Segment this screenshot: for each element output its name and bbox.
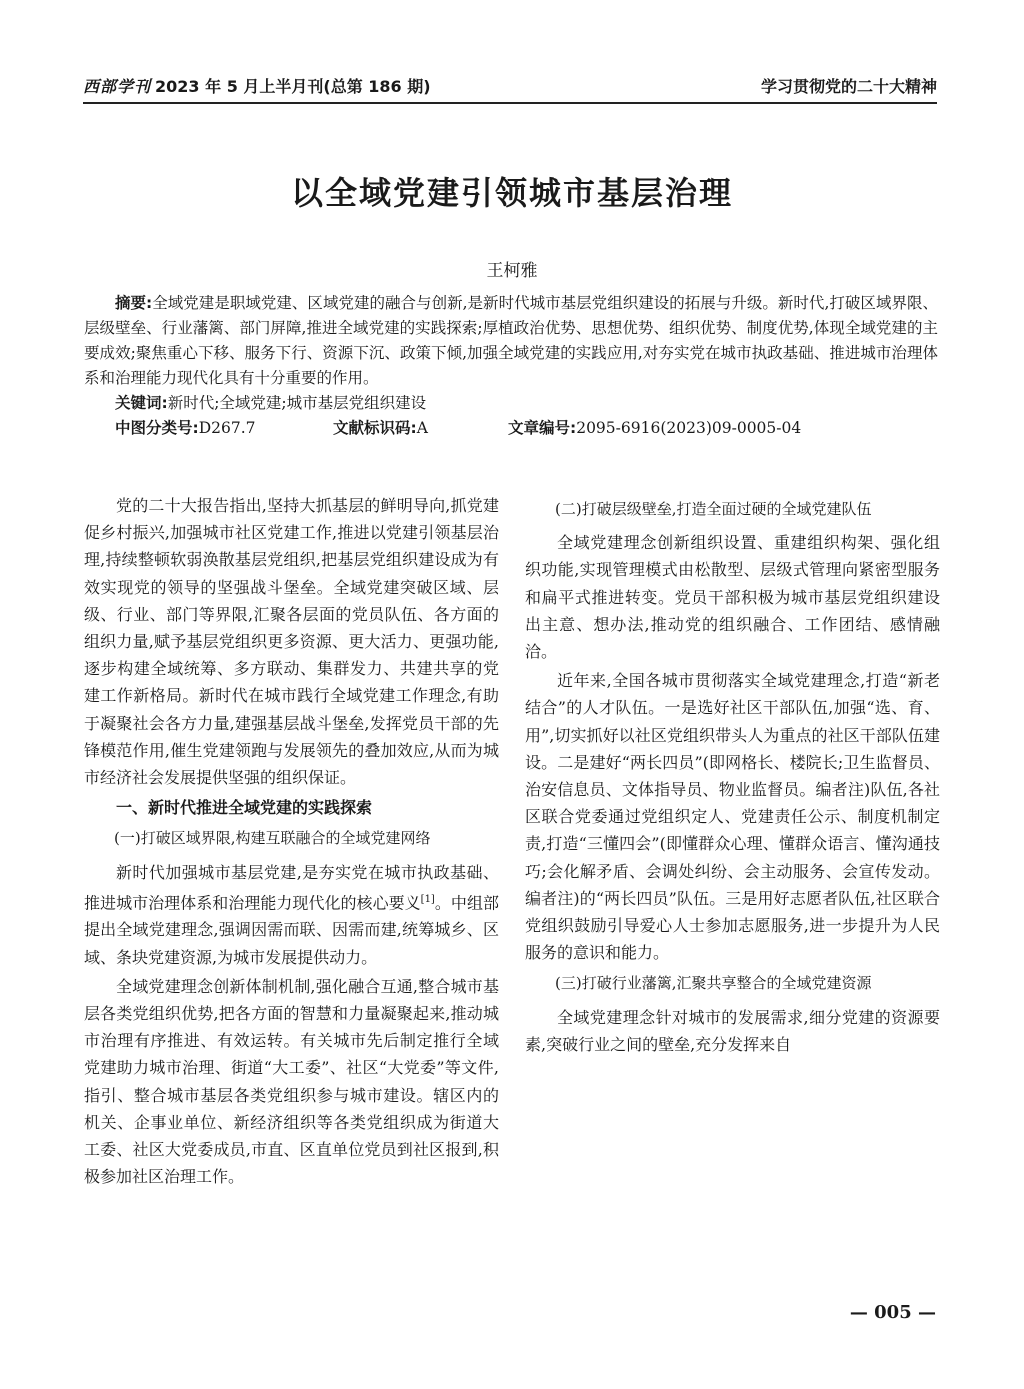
reference-mark: [1] [420, 893, 435, 905]
header-journal-issue [83, 74, 431, 97]
paragraph-text: 新时代加强城市基层党建,是夯实党在城市执政基础、推进城市治理体系和治理能力现代化的核心要义 [84, 862, 499, 913]
paragraph: 近年来,全国各城市贯彻落实全域党建理念,打造“新老结合”的人才队伍。一是选好社区干部队伍,加强“选、育、用”,切实抓好以社区党组织带头人为重点的社区干部队伍建设。二是建好“两长四员”(即网格长、楼院长;卫生监督员、治安信息员、文体指导员、物业监督员。编者注)队伍,各社区联合党委通过党组织定人、党建责任公示、制度机制定责,打造“三懂四会”(即懂群众心理、懂群众语言、懂沟通技巧;会化解矛盾、会调处纠纷、会主动服务、会宣传发动。编者注)的“两长四员”队伍。三是用好志愿者队伍,社区联合党组织鼓励引导爱心人士参加志愿服务,进一步提升为人民服务的意识和能力。 [525, 671, 940, 963]
clc-code [115, 416, 333, 441]
page-number: — 005 — [849, 1302, 936, 1323]
doc-code [333, 416, 508, 441]
doc-label: 文献标识码: [333, 419, 417, 437]
journal-logo: 西部学刊 [83, 77, 152, 96]
abstract [84, 291, 938, 391]
paragraph: 全域党建理念创新组织设置、重建组织构架、强化组织功能,实现管理模式由松散型、层级式管理向紧密型服务和扁平式推进转变。党员干部积极为城市基层党组织建设出主意、想办法,推动党的组织融合、工作团结、感情融洽。 [525, 533, 940, 662]
paragraph: 全域党建理念针对城市的发展需求,细分党建的资源要素,突破行业之间的壁垒,充分发挥来自 [525, 1007, 940, 1054]
abstract-text: 全域党建是职域党建、区域党建的融合与创新,是新时代城市基层党组织建设的拓展与升级。新时代,打破区域界限、层级壁垒、行业藩篱、部门屏障,推进全域党建的实践探索;厚植政治优势、思想优势、组织优势、制度优势,体现全域党建的主要成效;聚焦重心下移、服务下行、资源下沉、政策下倾,加强全域党建的实践应用,对夯实党在城市执政基础、推进城市治理体系和治理能力现代化具有十分重要的作用。 [84, 294, 938, 387]
author-name: 王柯雅 [486, 261, 538, 281]
clc-value: D267.7 [198, 419, 256, 437]
abstract-label: 摘要: [115, 294, 153, 312]
body-columns [84, 492, 940, 1192]
doc-value: A [416, 419, 428, 437]
right-column [525, 492, 940, 1192]
section-heading: 一、新时代推进全域党建的实践探索 [116, 798, 373, 818]
issue-info: 2023 年 5 月上半月刊(总第 186 期) [155, 77, 431, 96]
article-number [508, 416, 801, 441]
paragraph [84, 859, 499, 971]
left-column [84, 492, 499, 1192]
paragraph: 党的二十大报告指出,坚持大抓基层的鲜明导向,抓党建促乡村振兴,加强城市社区党建工作,推进以党建引领基层治理,持续整顿软弱涣散基层党组织,把基层党组织建设成为有效实现党的领导的坚强战斗堡垒。全域党建突破区域、层级、行业、部门等界限,汇聚各层面的党员队伍、各方面的组织力量,赋予基层党组织更多资源、更大活力、更强功能,逐步构建全域统筹、多方联动、集群发力、共建共享的党建工作新格局。新时代在城市践行全域党建工作理念,有助于凝聚社会各方力量,建强基层战斗堡垒,发挥党员干部的先锋模范作用,催生党建领跑与发展领先的叠加效应,从而为城市经济社会发展提供坚强的组织保证。 [84, 496, 499, 788]
paragraph: 全域党建理念创新体制机制,强化融合互通,整合城市基层各类党组织优势,把各方面的智慧和力量凝聚起来,推动城市治理有序推进、有效运转。有关城市先后制定推行全域党建助力城市治理、街道“大工委”、社区“大党委”等文件,指引、整合城市基层各类党组织参与城市建设。辖区内的机关、企事业单位、新经济组织等各类党组织成为街道大工委、社区大党委成员,市直、区直单位党员到社区报到,积极参加社区治理工作。 [84, 976, 499, 1187]
subsection-heading: (三)打破行业藩篱,汇聚共享整合的全域党建资源 [555, 974, 872, 993]
section-name: 学习贯彻党的二十大精神 [760, 77, 937, 96]
article-title: 以全域党建引领城市基层治理 [290, 174, 733, 212]
article-value: 2095-6916(2023)09-0005-04 [576, 419, 802, 437]
subsection-heading: (一)打破区域界限,构建互联融合的全域党建网络 [114, 829, 431, 848]
subsection-heading: (二)打破层级壁垒,打造全面过硬的全域党建队伍 [555, 500, 872, 518]
clc-label: 中图分类号: [115, 419, 199, 437]
keywords-label: 关键词: [115, 394, 168, 412]
keywords-text: 新时代;全域党建;城市基层党组织建设 [167, 394, 427, 412]
running-header [83, 68, 937, 104]
abstract-block [84, 291, 938, 441]
classification-row [115, 416, 938, 441]
article-label: 文章编号: [508, 419, 577, 437]
paragraph-text: 。中组部提出全域党建理念,强调因需而联、因需而建,统筹城乡、区域、条块党建资源,为城市发展提供动力。 [84, 893, 499, 967]
keywords [115, 391, 938, 416]
